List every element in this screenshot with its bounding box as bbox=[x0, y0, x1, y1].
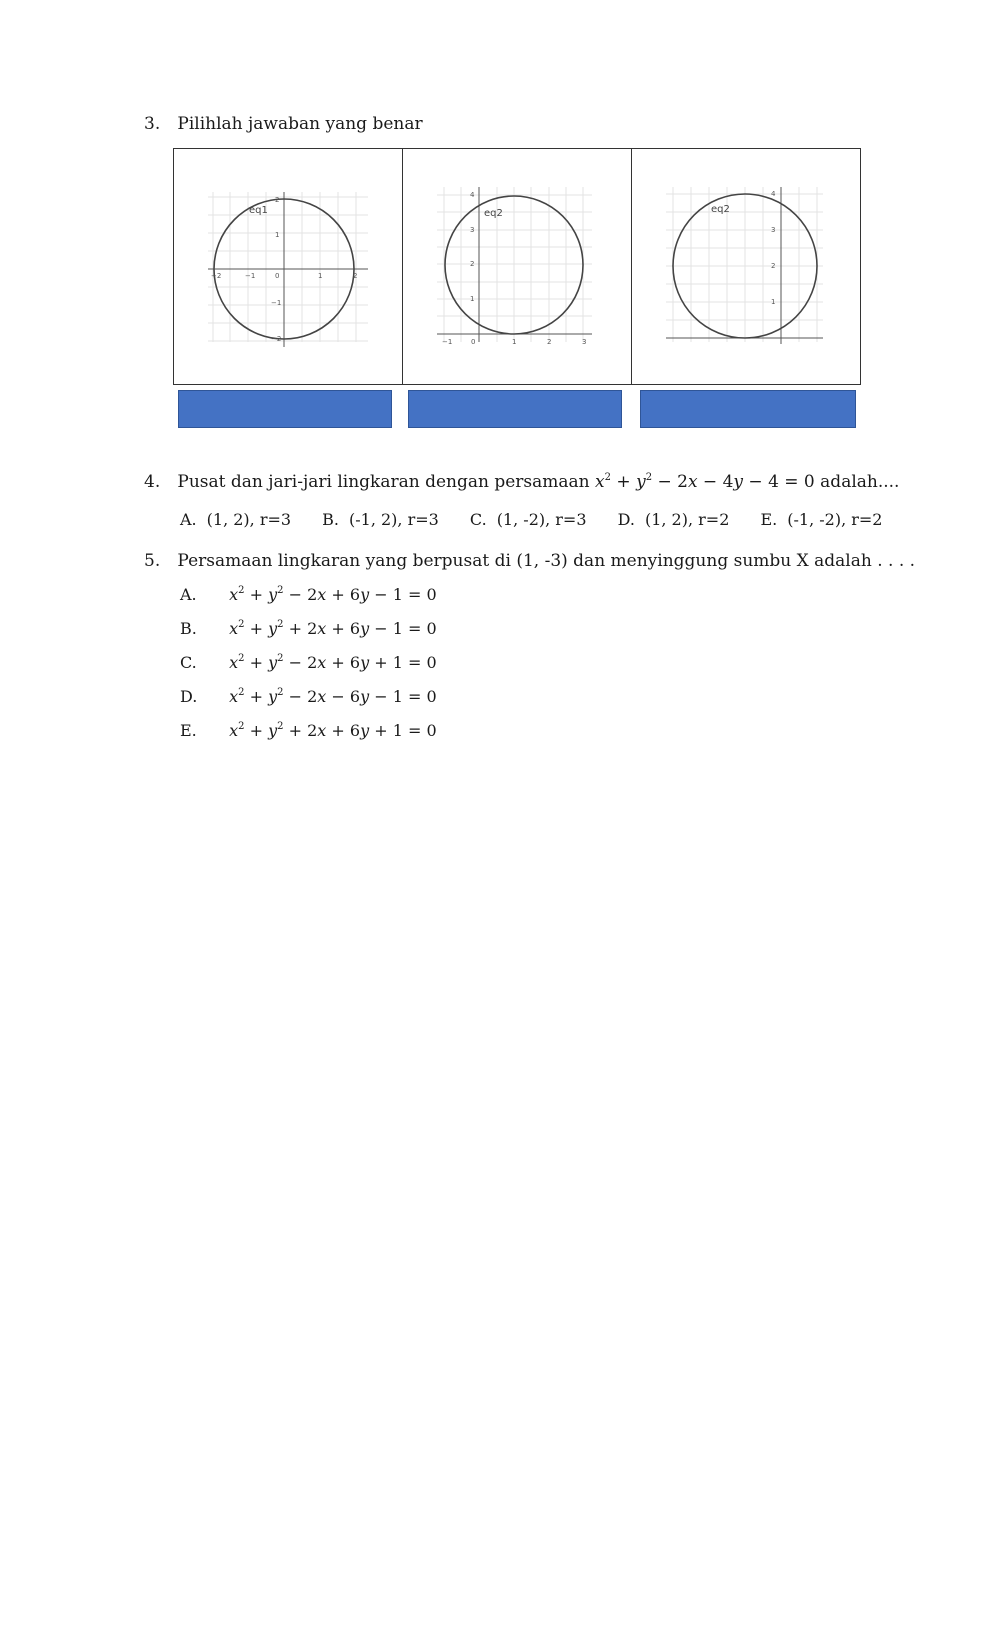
tick-label: −2 bbox=[271, 334, 282, 343]
equation: $x^2 + y^2 - 2x + 6y + 1 = 0$ bbox=[229, 653, 437, 672]
graph-cell-3[interactable] bbox=[632, 149, 860, 384]
graph-cell-2[interactable] bbox=[403, 149, 632, 384]
grid bbox=[437, 187, 592, 342]
circle-graph-3 bbox=[661, 182, 831, 352]
option-d[interactable]: D. (1, 2), r=2 bbox=[617, 510, 730, 529]
question-text-end: adalah.... bbox=[820, 472, 900, 492]
option-a[interactable]: A. $x^2 + y^2 - 2x + 6y - 1 = 0$ bbox=[180, 585, 437, 604]
tick-label: 4 bbox=[470, 190, 475, 199]
tick-label: 4 bbox=[771, 189, 776, 198]
graph-label: eq2 bbox=[484, 207, 503, 219]
equation: $x^2 + y^2 + 2x + 6y - 1 = 0$ bbox=[229, 619, 437, 638]
option-b[interactable]: B. $x^2 + y^2 + 2x + 6y - 1 = 0$ bbox=[180, 619, 437, 638]
drop-zone-1[interactable] bbox=[178, 390, 392, 428]
graph-table bbox=[173, 148, 861, 385]
tick-label: 2 bbox=[547, 337, 552, 346]
tick-label: −1 bbox=[245, 271, 256, 280]
question-text: Pusat dan jari-jari lingkaran dengan persamaan bbox=[177, 472, 590, 492]
question-4-options bbox=[180, 510, 908, 529]
drop-zone-2[interactable] bbox=[408, 390, 622, 428]
tick-label: −2 bbox=[211, 271, 222, 280]
tick-label: 1 bbox=[470, 294, 475, 303]
tick-label: 2 bbox=[771, 261, 776, 270]
option-c[interactable]: C. $x^2 + y^2 - 2x + 6y + 1 = 0$ bbox=[180, 653, 437, 672]
tick-label: 1 bbox=[512, 337, 517, 346]
graph-cell-1[interactable] bbox=[174, 149, 403, 384]
grid bbox=[208, 192, 368, 342]
tick-label: 1 bbox=[275, 230, 280, 239]
question-5 bbox=[144, 551, 915, 571]
graph-label: eq1 bbox=[249, 204, 268, 216]
question-number: 3. bbox=[144, 114, 161, 134]
option-a[interactable]: A. (1, 2), r=3 bbox=[180, 510, 292, 529]
circle-graph-1 bbox=[203, 182, 373, 352]
equation: $x^2 + y^2 - 2x - 4y - 4 = 0$ bbox=[595, 472, 815, 492]
question-3-title bbox=[144, 114, 423, 134]
tick-label: 2 bbox=[470, 259, 475, 268]
option-c[interactable]: C. (1, -2), r=3 bbox=[469, 510, 587, 529]
option-e[interactable]: E. (-1, -2), r=2 bbox=[760, 510, 883, 529]
tick-label: 0 bbox=[275, 271, 280, 280]
drop-zone-3[interactable] bbox=[640, 390, 856, 428]
tick-label: 0 bbox=[471, 337, 476, 346]
option-d[interactable]: D. $x^2 + y^2 - 2x - 6y - 1 = 0$ bbox=[180, 687, 437, 706]
question-text: Pilihlah jawaban yang benar bbox=[177, 114, 423, 134]
circle-graph-2 bbox=[432, 182, 602, 352]
option-e[interactable]: E. $x^2 + y^2 + 2x + 6y + 1 = 0$ bbox=[180, 721, 437, 740]
tick-label: 2 bbox=[275, 195, 280, 204]
question-text: Persamaan lingkaran yang berpusat di (1, -3) dan menyinggung sumbu X adalah . . . . bbox=[177, 551, 916, 571]
tick-label: 3 bbox=[470, 225, 475, 234]
equation: $x^2 + y^2 + 2x + 6y + 1 = 0$ bbox=[229, 721, 437, 740]
grid bbox=[666, 187, 823, 342]
equation: $x^2 + y^2 - 2x + 6y - 1 = 0$ bbox=[229, 585, 437, 604]
question-number: 4. bbox=[144, 472, 161, 492]
tick-label: 2 bbox=[353, 271, 358, 280]
tick-label: 3 bbox=[771, 225, 776, 234]
answer-drop-zones bbox=[178, 390, 858, 428]
tick-label: 3 bbox=[582, 337, 587, 346]
question-number: 5. bbox=[144, 551, 161, 571]
question-4 bbox=[144, 472, 899, 492]
graph-label: eq2 bbox=[711, 203, 730, 215]
option-b[interactable]: B. (-1, 2), r=3 bbox=[322, 510, 439, 529]
tick-label: −1 bbox=[442, 337, 453, 346]
tick-label: 1 bbox=[771, 297, 776, 306]
equation: $x^2 + y^2 - 2x - 6y - 1 = 0$ bbox=[229, 687, 437, 706]
tick-label: −1 bbox=[271, 298, 282, 307]
tick-label: 1 bbox=[318, 271, 323, 280]
